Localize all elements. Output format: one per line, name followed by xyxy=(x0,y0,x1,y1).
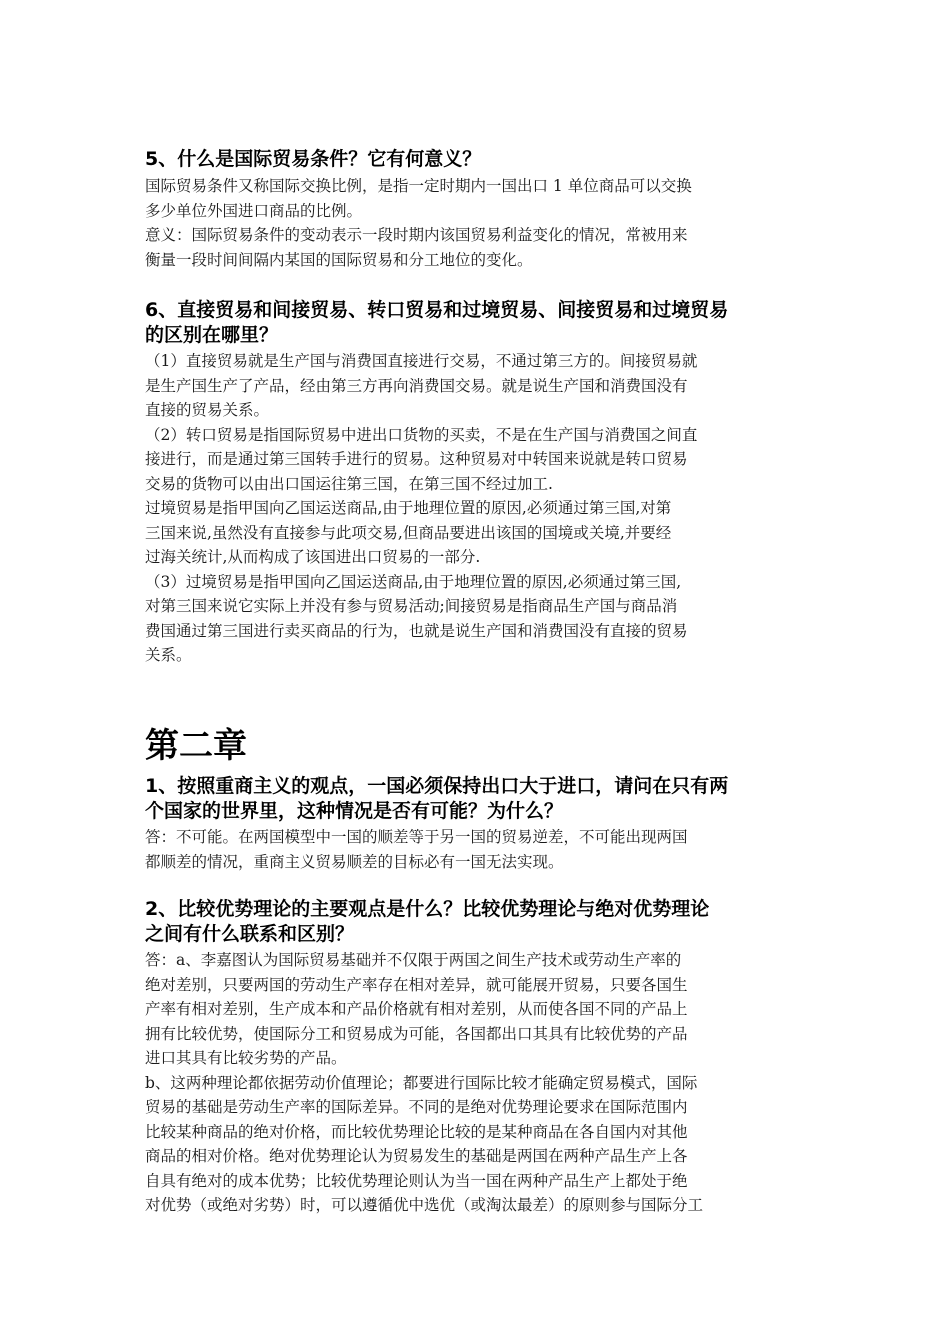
question-6-title-line: 的区别在哪里？ xyxy=(145,324,279,346)
answer-line: 都顺差的情况，重商主义贸易顺差的目标必有一国无法实现。 xyxy=(145,852,564,871)
answer-line: 商品的相对价格。绝对优势理论认为贸易发生的基础是两国在两种产品生产上各 xyxy=(145,1147,688,1165)
answer-line: 交易的货物可以由出口国运往第三国，在第三国不经过加工. xyxy=(145,474,553,493)
chapter-2-question-1-section xyxy=(145,774,810,874)
answer-line: 国际贸易条件又称国际交换比例，是指一定时期内一国出口 1 单位商品可以交换 xyxy=(145,177,692,195)
answer-line: 关系。 xyxy=(145,646,192,664)
question-6-title-line: 6、直接贸易和间接贸易、转口贸易和过境贸易、间接贸易和过境贸易 xyxy=(145,299,729,321)
question-6-section xyxy=(145,298,810,668)
answer-line: 对第三国来说它实际上并没有参与贸易活动;间接贸易是指商品生产国与商品消 xyxy=(145,597,678,615)
answer-line: （3）过境贸易是指甲国向乙国运送商品,由于地理位置的原因,必须通过第三国, xyxy=(145,572,682,591)
chapter-heading: 第二章 xyxy=(145,726,247,766)
chapter-2-question-2-section xyxy=(145,897,810,1218)
answer-line: 进口其具有比较劣势的产品。 xyxy=(145,1049,347,1067)
answer-line: 直接的贸易关系。 xyxy=(145,401,270,419)
question-1-title-line: 1、按照重商主义的观点，一国必须保持出口大于进口，请问在只有两 xyxy=(145,775,729,797)
answer-line: 接进行，而是通过第三国转手进行的贸易。这种贸易对中转国来说就是转口贸易 xyxy=(145,450,688,468)
chapter-2-heading-block xyxy=(145,726,810,766)
answer-line: 比较某种商品的绝对价格，而比较优势理论比较的是某种商品在各自国内对其他 xyxy=(145,1122,688,1141)
answer-line: 产率有相对差别，生产成本和产品价格就有相对差别，从而使各国不同的产品上 xyxy=(145,1000,688,1018)
answer-line: （1）直接贸易就是生产国与消费国直接进行交易，不通过第三方的。间接贸易就 xyxy=(145,352,698,370)
answer-line: 是生产国生产了产品，经由第三方再向消费国交易。就是说生产国和消费国没有 xyxy=(145,376,688,395)
answer-line: 多少单位外国进口商品的比例。 xyxy=(145,201,363,220)
question-5-answer xyxy=(145,174,810,272)
answer-line: 自具有绝对的成本优势；比较优势理论则认为当一国在两种产品生产上都处于绝 xyxy=(145,1171,688,1190)
answer-line: 意义：国际贸易条件的变动表示一段时期内该国贸易利益变化的情况，常被用来 xyxy=(145,226,688,244)
answer-line: 绝对差别，只要两国的劳动生产率存在相对差异，就可能展开贸易，只要各国生 xyxy=(145,975,688,994)
answer-line: b、这两种理论都依据劳动价值理论；都要进行国际比较才能确定贸易模式，国际 xyxy=(145,1073,698,1092)
question-1-title-line: 个国家的世界里，这种情况是否有可能？为什么？ xyxy=(145,800,564,822)
answer-line: 拥有比较优势，使国际分工和贸易成为可能，各国都出口其具有比较优势的产品 xyxy=(145,1024,688,1043)
question-2-title-line: 2、比较优势理论的主要观点是什么？比较优势理论与绝对优势理论 xyxy=(145,898,710,920)
answer-line: 对优势（或绝对劣势）时，可以遵循优中选优（或淘汰最差）的原则参与国际分工 xyxy=(145,1196,704,1214)
question-2-answer xyxy=(145,948,810,1218)
question-6-answer xyxy=(145,349,810,668)
answer-line: （2）转口贸易是指国际贸易中进出口货物的买卖，不是在生产国与消费国之间直 xyxy=(145,425,698,444)
answer-line: 费国通过第三国进行卖买商品的行为，也就是说生产国和消费国没有直接的贸易 xyxy=(145,621,688,640)
answer-line: 三国来说,虽然没有直接参与此项交易,但商品要进出该国的国境或关境,并要经 xyxy=(145,523,672,542)
answer-line: 答：不可能。在两国模型中一国的顺差等于另一国的贸易逆差，不可能出现两国 xyxy=(145,828,688,846)
answer-line: 过境贸易是指甲国向乙国运送商品,由于地理位置的原因,必须通过第三国,对第 xyxy=(145,499,672,517)
question-1-answer xyxy=(145,825,810,874)
answer-line: 答：a、李嘉图认为国际贸易基础并不仅限于两国之间生产技术或劳动生产率的 xyxy=(145,951,682,969)
answer-line: 过海关统计,从而构成了该国进出口贸易的一部分. xyxy=(145,548,481,566)
question-5-section xyxy=(145,147,810,272)
answer-line: 衡量一段时间间隔内某国的国际贸易和分工地位的变化。 xyxy=(145,250,533,269)
question-2-title-line: 之间有什么联系和区别？ xyxy=(145,923,355,945)
question-5-title: 5、什么是国际贸易条件？它有何意义？ xyxy=(145,148,482,170)
answer-line: 贸易的基础是劳动生产率的国际差异。不同的是绝对优势理论要求在国际范围内 xyxy=(145,1098,688,1116)
